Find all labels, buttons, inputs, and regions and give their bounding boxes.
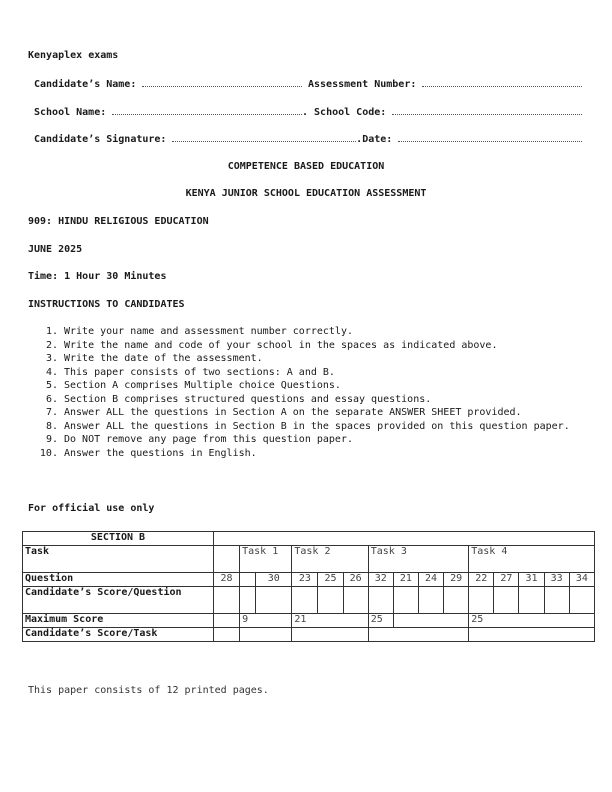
date-field[interactable] <box>398 133 582 142</box>
date-label: .Date: <box>356 134 393 145</box>
task-header: Task 2 <box>292 546 368 573</box>
paper-time: Time: 1 Hour 30 Minutes <box>28 271 167 282</box>
score-cell[interactable] <box>393 587 418 614</box>
candidate-score-label: Candidate’s Score/Question <box>23 587 214 614</box>
score-cell[interactable] <box>544 587 569 614</box>
school-code-field[interactable] <box>392 106 582 115</box>
question-number: 30 <box>256 573 292 587</box>
task-score-cell[interactable] <box>292 628 368 642</box>
score-cell[interactable] <box>240 587 256 614</box>
signature-label: Candidate’s Signature: <box>34 134 167 145</box>
school-code-label: . School Code: <box>301 107 387 118</box>
table-cell <box>213 532 594 546</box>
score-cell[interactable] <box>343 587 368 614</box>
question-number: 32 <box>368 573 393 587</box>
question-number <box>240 573 256 587</box>
question-number: 27 <box>494 573 519 587</box>
task-score-cell[interactable] <box>368 628 469 642</box>
instructions-list <box>28 325 612 460</box>
score-cell[interactable] <box>318 587 343 614</box>
max-score-value: 21 <box>292 614 368 628</box>
signature-date-row <box>34 133 582 145</box>
instruction-item: 5. Section A comprises Multiple choice Questions. <box>64 379 612 393</box>
instruction-item: 6. Section B comprises structured questions and essay questions. <box>64 393 612 407</box>
max-score-value: 25 <box>368 614 393 628</box>
question-number: 34 <box>569 573 594 587</box>
score-cell[interactable] <box>569 587 594 614</box>
school-row <box>34 106 582 118</box>
score-task-label: Candidate’s Score/Task <box>23 628 214 642</box>
page-count-note: This paper consists of 12 printed pages. <box>28 685 269 696</box>
instruction-item: 10. Answer the questions in English. <box>64 447 612 461</box>
signature-field[interactable] <box>172 133 356 142</box>
task-score-cell[interactable] <box>469 628 595 642</box>
score-cell[interactable] <box>256 587 292 614</box>
table-row <box>23 546 595 573</box>
school-name-label: School Name: <box>34 107 107 118</box>
candidate-name-label: Candidate’s Name: <box>34 79 137 90</box>
question-number: 25 <box>318 573 343 587</box>
question-number: 26 <box>343 573 368 587</box>
org-name: Kenyaplex exams <box>28 50 119 61</box>
question-number: 21 <box>393 573 418 587</box>
table-row <box>23 587 595 614</box>
question-number: 22 <box>469 573 494 587</box>
table-cell <box>213 628 239 642</box>
table-row <box>23 628 595 642</box>
instruction-item: 1. Write your name and assessment number correctly. <box>64 325 612 339</box>
question-number: 24 <box>418 573 443 587</box>
school-name-field[interactable] <box>112 106 302 115</box>
candidate-name-field[interactable] <box>142 78 302 87</box>
section-header: SECTION B <box>23 532 214 546</box>
table-row <box>23 573 595 587</box>
instruction-item: 3. Write the date of the assessment. <box>64 352 612 366</box>
question-number: 33 <box>544 573 569 587</box>
task-header: Task 1 <box>240 546 292 573</box>
question-number: 28 <box>213 573 239 587</box>
score-cell[interactable] <box>368 587 393 614</box>
official-use-heading: For official use only <box>28 503 155 514</box>
instructions-heading: INSTRUCTIONS TO CANDIDATES <box>28 299 185 310</box>
question-row-label: Question <box>23 573 214 587</box>
title-line-2: KENYA JUNIOR SCHOOL EDUCATION ASSESSMENT <box>185 188 427 199</box>
score-cell[interactable] <box>469 587 494 614</box>
max-score-value: 25 <box>469 614 595 628</box>
task-row-label: Task <box>23 546 214 573</box>
table-cell <box>393 614 468 628</box>
assessment-number-field[interactable] <box>422 78 582 87</box>
score-table <box>22 531 595 642</box>
question-number: 23 <box>292 573 318 587</box>
paper-title: 909: HINDU RELIGIOUS EDUCATION <box>28 216 209 227</box>
paper-session: JUNE 2025 <box>28 244 83 255</box>
table-row <box>23 614 595 628</box>
max-score-value: 9 <box>240 614 292 628</box>
question-number: 31 <box>519 573 544 587</box>
task-score-cell[interactable] <box>240 628 292 642</box>
title-line-1: COMPETENCE BASED EDUCATION <box>227 161 385 172</box>
instruction-item: 8. Answer ALL the questions in Section B in the spaces provided on this question paper. <box>64 420 612 434</box>
max-score-label: Maximum Score <box>23 614 214 628</box>
instruction-item: 2. Write the name and code of your school in the spaces as indicated above. <box>64 339 612 353</box>
instruction-item: 4. This paper consists of two sections: A and B. <box>64 366 612 380</box>
task-header: Task 3 <box>368 546 469 573</box>
score-cell[interactable] <box>444 587 469 614</box>
score-cell[interactable] <box>292 587 318 614</box>
assessment-number-label: Assessment Number: <box>308 79 417 90</box>
instruction-item: 7. Answer ALL the questions in Section A on the separate ANSWER SHEET provided. <box>64 406 612 420</box>
score-cell[interactable] <box>519 587 544 614</box>
score-cell[interactable] <box>418 587 443 614</box>
table-cell <box>213 546 239 573</box>
name-number-row <box>34 78 582 90</box>
task-header: Task 4 <box>469 546 595 573</box>
score-cell[interactable] <box>494 587 519 614</box>
table-row <box>23 532 595 546</box>
question-number: 29 <box>444 573 469 587</box>
score-cell[interactable] <box>213 587 239 614</box>
table-cell <box>213 614 239 628</box>
instruction-item: 9. Do NOT remove any page from this question paper. <box>64 433 612 447</box>
